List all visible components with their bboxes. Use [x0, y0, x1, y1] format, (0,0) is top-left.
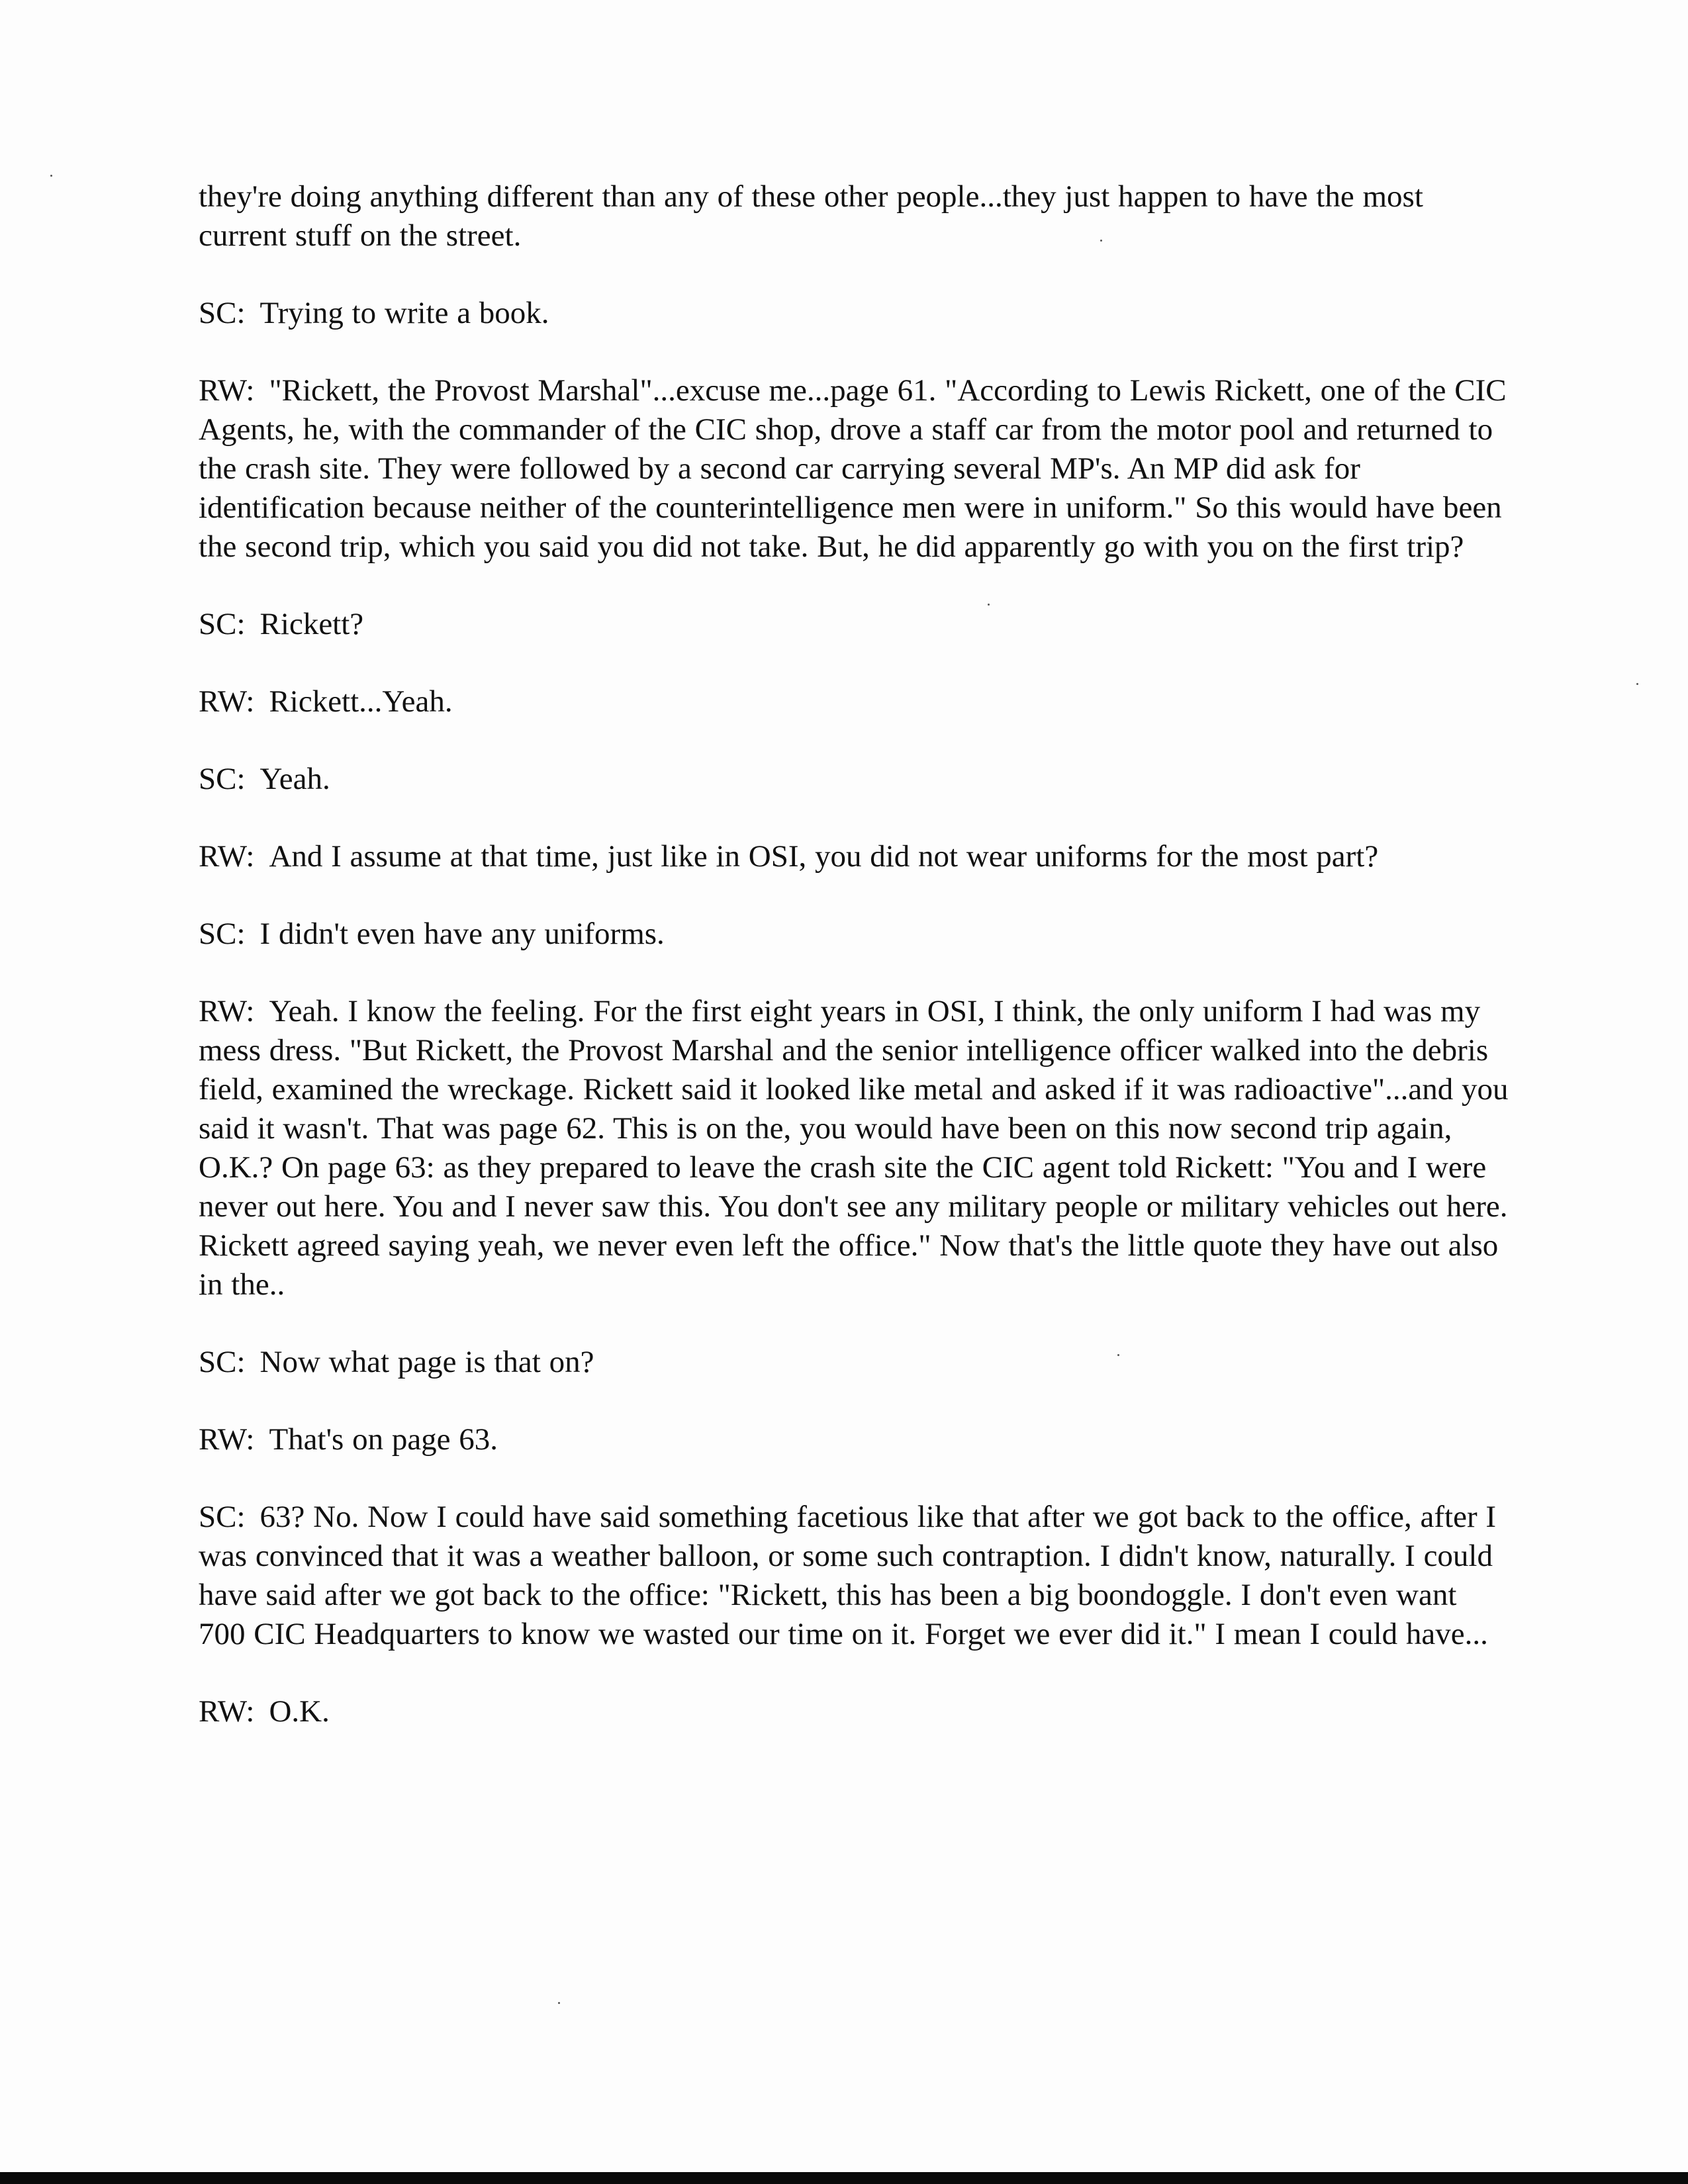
scan-speck — [50, 175, 52, 177]
paragraph-text: I didn't even have any uniforms. — [259, 917, 665, 951]
paragraph-text: Rickett...Yeah. — [269, 684, 453, 719]
transcript-paragraph — [199, 682, 1509, 721]
transcript-body — [199, 177, 1509, 1770]
transcript-paragraph — [199, 1343, 1509, 1382]
transcript-paragraph — [199, 371, 1509, 567]
paragraph-text: Yeah. — [259, 762, 330, 796]
speaker-label: SC: — [199, 762, 246, 796]
speaker-label: RW: — [199, 373, 255, 408]
speaker-label: SC: — [199, 917, 246, 951]
paragraph-text: Yeah. I know the feeling. For the first eight years in OSI, I think, the only uniform I had was my mess dress. "But Rickett, the Provost Marshal and the senior intelligence officer walked into the debris field, examined the wreckage. Rickett said it looked like metal and asked if it was radioactive"...and you said it wasn't. That was page 62. This is on the, you would have been on this now second trip again, O.K.? On page 63: as they prepared to leave the crash site the CIC agent told Rickett: "You and I were never out here. You and I never saw this. You don't see any military people or military vehicles out here. Rickett agreed saying yeah, we never even left the office." Now that's the little quote they have out also in the.. — [199, 994, 1509, 1302]
transcript-paragraph — [199, 837, 1509, 876]
transcript-paragraph — [199, 1420, 1509, 1459]
scan-speck — [1100, 240, 1102, 242]
speaker-label: RW: — [199, 994, 255, 1028]
speaker-label: SC: — [199, 1345, 246, 1379]
transcript-paragraph — [199, 177, 1509, 255]
transcript-paragraph — [199, 760, 1509, 799]
paragraph-text: they're doing anything different than any of these other people...they just happen to have the most current stuff on the street. — [199, 179, 1423, 253]
speaker-label: RW: — [199, 1694, 255, 1729]
paragraph-text: "Rickett, the Provost Marshal"...excuse me...page 61. "According to Lewis Rickett, one of the CIC Agents, he, with the commander of the CIC shop, drove a staff car from the motor pool and returned to the crash site. They were followed by a second car carrying several MP's. An MP did ask for identification because neither of the counterintelligence men were in uniform." So this would have been the second trip, which you said you did not take. But, he did apparently go with you on the first trip? — [199, 373, 1507, 564]
scan-speck — [1117, 1354, 1119, 1356]
speaker-label: RW: — [199, 684, 255, 719]
paragraph-text: And I assume at that time, just like in OSI, you did not wear uniforms for the most part? — [269, 839, 1379, 874]
transcript-paragraph — [199, 992, 1509, 1304]
paragraph-text: Now what page is that on? — [259, 1345, 594, 1379]
scan-speck — [558, 2002, 560, 2004]
speaker-label: SC: — [199, 1500, 246, 1534]
speaker-label: RW: — [199, 1422, 255, 1457]
paragraph-text: Rickett? — [259, 607, 364, 641]
transcript-paragraph — [199, 605, 1509, 644]
transcript-paragraph — [199, 915, 1509, 954]
scan-speck — [1636, 683, 1638, 685]
transcript-paragraph — [199, 294, 1509, 333]
transcript-paragraph — [199, 1692, 1509, 1731]
speaker-label: SC: — [199, 296, 246, 330]
paragraph-text: O.K. — [269, 1694, 330, 1729]
scan-speck — [988, 604, 990, 606]
speaker-label: SC: — [199, 607, 246, 641]
speaker-label: RW: — [199, 839, 255, 874]
scan-border-bottom — [0, 2172, 1688, 2184]
transcript-paragraph — [199, 1498, 1509, 1654]
paragraph-text: That's on page 63. — [269, 1422, 498, 1457]
paragraph-text: Trying to write a book. — [259, 296, 549, 330]
paragraph-text: 63? No. Now I could have said something facetious like that after we got back to the office, after I was convinced that it was a weather balloon, or some such contraption. I didn't know, naturally. I could have said after we got back to the office: "Rickett, this has been a big boondoggle. I don't even want 700 CIC Headquarters to know we wasted our time on it. Forget we ever did it." I mean I could have... — [199, 1500, 1497, 1651]
